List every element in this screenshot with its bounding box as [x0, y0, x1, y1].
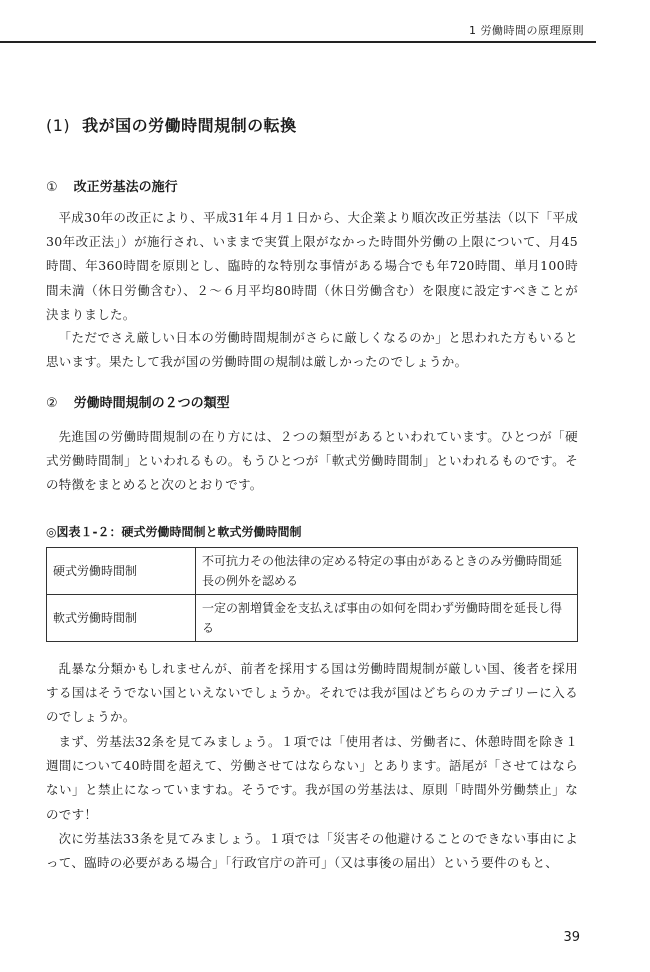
header-rule: [0, 41, 596, 43]
table-description-cell: 不可抗力その他法律の定める特定の事由があるときのみ労働時間延長の例外を認める: [196, 548, 578, 595]
subsection-number: ①: [46, 180, 58, 195]
body-paragraph-6: 次に労基法33条を見てみましょう。１項では「災害その他避けることのできない事由によって、臨時の必要がある場合」「行政官庁の許可」（又は事後の届出）という要件のもと、: [46, 831, 578, 871]
running-header: 1 労働時間の原理原則: [469, 24, 584, 37]
table-row: [47, 548, 578, 595]
body-paragraph-1: 平成30年の改正により、平成31年４月１日から、大企業より順次改正労基法（以下「平成30年改正法」）が施行され、いままで実質上限がなかった時間外労働の上限について、月45時間、年360時間を原則とし、臨時的な特別な事情がある場合でも年720時間、単月100時間未満（休日労働含む）、２～６月平均80時間（休日労働含む）を限度に設定すべきことが決まりました。: [46, 210, 578, 322]
subsection-heading-2: [46, 392, 230, 411]
section-number: (1): [46, 116, 71, 135]
body-paragraph-3: 先進国の労働時間規制の在り方には、２つの類型があるといわれています。ひとつが「硬式労働時間制」といわれるもの。もうひとつが「軟式労働時間制」といわれるものです。その特徴をまとめると次のとおりです。: [46, 429, 578, 493]
figure-caption: ◎図表１-２：硬式労働時間制と軟式労働時間制: [46, 525, 302, 539]
body-paragraph-2: 「ただでさえ厳しい日本の労働時間規制がさらに厳しくなるのか」と思われた方もいると思います。果たして我が国の労働時間の規制は厳しかったのでしょうか。: [46, 330, 578, 370]
body-paragraph-4: 乱暴な分類かもしれませんが、前者を採用する国は労働時間規制が厳しい国、後者を採用する国はそうでない国といえないでしょうか。それでは我が国はどちらのカテゴリーに入るのでしょうか。: [46, 661, 578, 725]
section-title-text: 我が国の労働時間規制の転換: [82, 116, 297, 135]
subsection-title: 労働時間規制の２つの類型: [73, 396, 230, 411]
page-number: 39: [563, 930, 580, 945]
table-row: [47, 595, 578, 642]
subsection-number: ②: [46, 396, 58, 411]
body-paragraph-5: まず、労基法32条を見てみましょう。１項では「使用者は、労働者に、休憩時間を除き１週間について40時間を超えて、労働させてはならない」とあります。語尾が「させてはならない」と禁止になっていますね。そうです。我が国の労基法は、原則「時間外労働禁止」なのです！: [46, 734, 578, 822]
comparison-table: [46, 547, 578, 642]
table-term-cell: 硬式労働時間制: [47, 548, 196, 595]
subsection-heading-1: [46, 176, 178, 195]
section-title: [46, 113, 297, 136]
subsection-title: 改正労基法の施行: [73, 180, 178, 195]
table-description-cell: 一定の割増賃金を支払えば事由の如何を問わず労働時間を延長し得る: [196, 595, 578, 642]
table-term-cell: 軟式労働時間制: [47, 595, 196, 642]
